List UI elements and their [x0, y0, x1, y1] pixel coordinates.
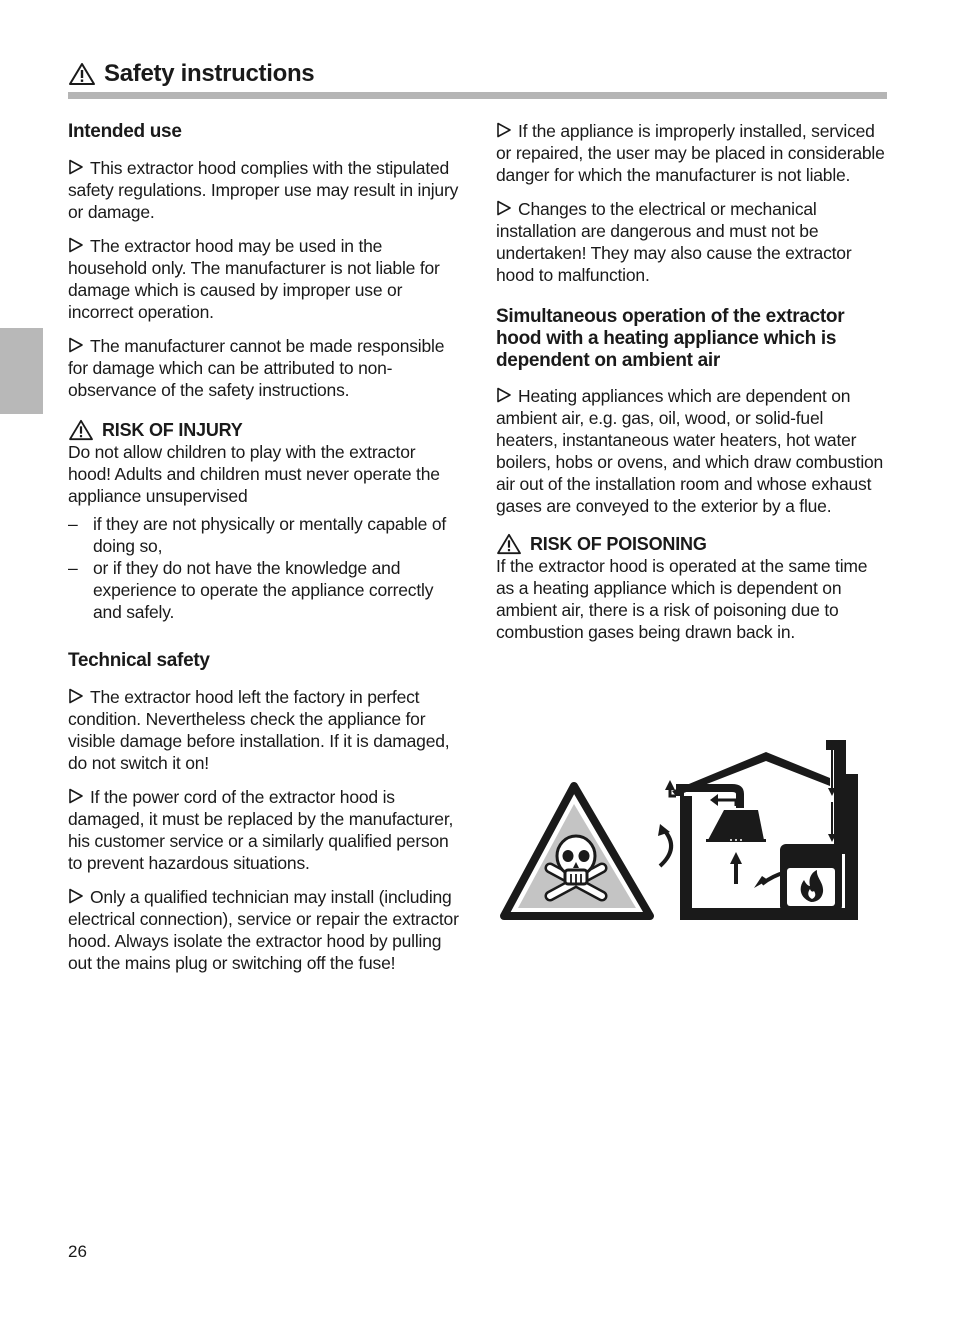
hazard-illustration: [500, 736, 868, 928]
title-rule: [68, 92, 887, 99]
arrow-bullet-icon: [68, 337, 84, 353]
arrow-bullet-icon: [68, 159, 84, 175]
instruction-item: The manufacturer cannot be made responsible for damage which can be attributed to non-observance of the safety instructions.: [68, 336, 445, 400]
instruction-item: Changes to the electrical or mechanical installation are dangerous and must not be undertaken! They may also cause the extractor hood to malfunction.: [496, 199, 852, 285]
instruction-item: If the power cord of the extractor hood is damaged, it must be replaced by the manufacturer, his customer service or a similarly qualified person to prevent hazardous situations.: [68, 787, 454, 873]
instruction-item: Heating appliances which are dependent on ambient air, e.g. gas, oil, wood, or solid-fuel heaters, instantaneous water heaters, hot water boilers, hobs or ovens, and which draw combustion air out of the installation room and whose exhaust gases are conveyed to the exterior by a flue.: [496, 386, 884, 516]
condition-list: [68, 513, 460, 623]
arrow-bullet-icon: [68, 688, 84, 704]
list-item: – if they are not physically or mentally capable of doing so,: [68, 513, 460, 557]
arrow-bullet-icon: [496, 387, 512, 403]
warning-triangle-icon: [496, 533, 522, 555]
warning-label: RISK OF INJURY: [68, 419, 460, 441]
warning-triangle-icon: [68, 62, 96, 86]
instruction-item: The extractor hood left the factory in perfect condition. Nevertheless check the appliance for visible damage before installation. If it is damaged, do not switch it on!: [68, 687, 450, 773]
heating-appliance-diagram: [780, 844, 842, 912]
section-heading-intended-use: Intended use: [68, 121, 182, 142]
warning-triangle-icon: [68, 419, 94, 441]
right-column: [496, 120, 888, 655]
instruction-item: If the appliance is improperly installed, serviced or repaired, the user may be placed in considerable danger for which the manufacturer is not liable.: [496, 121, 885, 185]
risk-of-injury-warning: [68, 419, 460, 623]
page-header: [68, 58, 887, 99]
warning-label: RISK OF POISONING: [496, 533, 888, 555]
instruction-item: The extractor hood may be used in the household only. The manufacturer is not liable for damage which is caused by improper use or incorrect operation.: [68, 236, 440, 322]
page-title-text: Safety instructions: [104, 60, 315, 87]
arrow-bullet-icon: [68, 237, 84, 253]
list-item: – or if they do not have the knowledge and experience to operate the appliance correctly and safely.: [68, 557, 460, 623]
warning-text: Do not allow children to play with the extractor hood! Adults and children must never operate the appliance unsupervised: [68, 442, 440, 506]
instruction-item: This extractor hood complies with the stipulated safety regulations. Improper use may result in injury or damage.: [68, 158, 459, 222]
poison-warning-sign: [504, 786, 650, 916]
risk-of-poisoning-warning: [496, 533, 888, 643]
arrow-bullet-icon: [496, 200, 512, 216]
warning-text: If the extractor hood is operated at the same time as a heating appliance which is dependent on ambient air, there is a risk of poisoning due to combustion gases being drawn back in.: [496, 556, 868, 642]
page-number: 26: [68, 1242, 87, 1261]
section-heading-simultaneous-operation: Simultaneous operation of the extractor hood with a heating appliance which is dependent on ambient air: [496, 306, 845, 371]
arrow-bullet-icon: [68, 888, 84, 904]
instruction-item: Only a qualified technician may install (including electrical connection), service or repair the extractor hood. Always isolate the extractor hood by pulling out the mains plug or switching off the fuse!: [68, 887, 459, 973]
arrow-bullet-icon: [68, 788, 84, 804]
left-column: [68, 120, 460, 986]
page-title: [68, 58, 887, 90]
arrow-bullet-icon: [496, 122, 512, 138]
section-heading-technical-safety: Technical safety: [68, 650, 210, 671]
section-tab-marker: [0, 328, 43, 414]
